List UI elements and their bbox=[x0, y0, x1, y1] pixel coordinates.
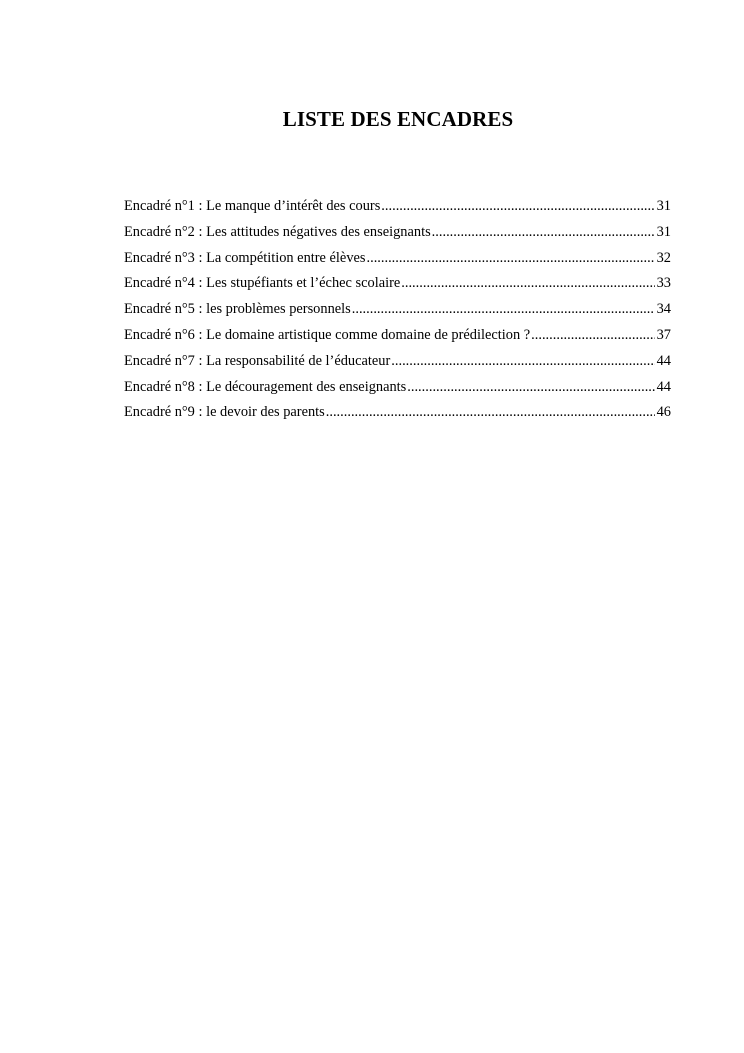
toc-entry-8 bbox=[124, 376, 671, 402]
toc-entry-label: Encadré n°2 : Les attitudes négatives des enseignants bbox=[124, 223, 431, 240]
toc-entry-label: Encadré n°3 : La compétition entre élèves bbox=[124, 249, 366, 266]
toc-entry-page-number: 44 bbox=[656, 378, 671, 395]
dot-leader bbox=[326, 401, 655, 423]
toc-entry-page-number: 46 bbox=[656, 404, 671, 421]
dot-leader bbox=[407, 376, 654, 398]
toc-entry-9 bbox=[124, 401, 671, 427]
toc-entry-page-number: 31 bbox=[656, 223, 671, 240]
toc-entry-label: Encadré n°6 : Le domaine artistique comme domaine de prédilection ? bbox=[124, 326, 531, 343]
toc-entry-5 bbox=[124, 298, 671, 324]
dot-leader bbox=[381, 195, 654, 217]
page-title: LISTE DES ENCADRES bbox=[282, 107, 514, 131]
dot-leader bbox=[391, 350, 654, 372]
toc-entry-page-number: 31 bbox=[656, 198, 671, 214]
dot-leader bbox=[367, 247, 655, 269]
toc-entry-label: Encadré n°1 : Le manque d’intérêt des cours bbox=[124, 198, 381, 214]
toc-entry-label: Encadré n°5 : les problèmes personnels bbox=[124, 301, 351, 318]
toc-entry-label: Encadré n°4 : Les stupéfiants et l’échec scolaire bbox=[124, 275, 401, 292]
toc-entry-label: Encadré n°9 : le devoir des parents bbox=[124, 404, 325, 421]
toc-entry-page-number: 33 bbox=[656, 275, 671, 292]
dot-leader bbox=[352, 298, 655, 320]
dot-leader bbox=[432, 221, 655, 243]
toc-entry-3 bbox=[124, 247, 671, 273]
toc-entry-page-number: 32 bbox=[656, 249, 671, 266]
toc-entry-4 bbox=[124, 272, 671, 298]
toc-entry-7 bbox=[124, 350, 671, 376]
list-of-boxes bbox=[124, 195, 671, 427]
toc-entry-page-number: 44 bbox=[656, 352, 671, 369]
dot-leader bbox=[401, 272, 654, 294]
toc-entry-page-number: 34 bbox=[656, 301, 671, 318]
toc-entry-6 bbox=[124, 324, 671, 350]
toc-entry-1 bbox=[124, 195, 671, 221]
toc-entry-2 bbox=[124, 221, 671, 247]
toc-entry-label: Encadré n°7 : La responsabilité de l’éducateur bbox=[124, 352, 391, 369]
dot-leader bbox=[531, 324, 654, 346]
toc-entry-page-number: 37 bbox=[656, 326, 671, 343]
toc-entry-label: Encadré n°8 : Le découragement des enseignants bbox=[124, 378, 407, 395]
